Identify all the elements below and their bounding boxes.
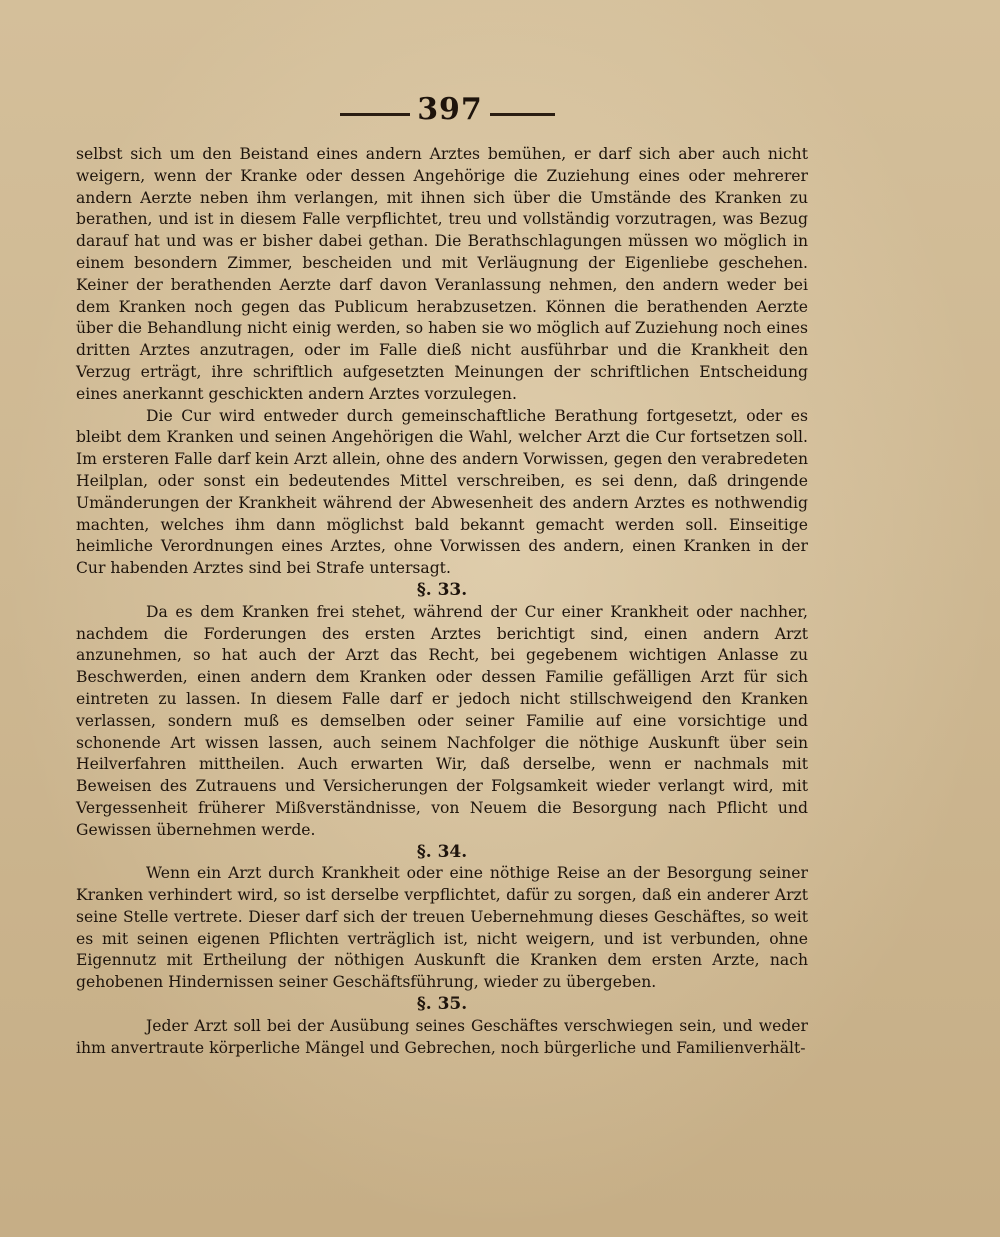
paragraph-section-33: Da es dem Kranken frei stehet, während der Cur einer Krankheit oder nachher, nachdem die Forderungen des ersten Arztes berichtigt sind, einen andern Arzt anzunehmen, so hat auch der Arzt das Recht, bei gegebenem wichtigen Anlasse zu Beschwerden, einen andern dem Kranken oder dessen Familie gefälligen Arzt für sich eintreten zu lassen. In diesem Falle darf er jedoch nicht stillschweigend den Kranken verlassen, sondern muß es demselben oder seiner Familie auf eine vorsichtige und schonende Art wissen lassen, auch seinem Nachfolger die nöthige Auskunft über sein Heilverfahren mittheilen. Auch erwarten Wir, daß derselbe, wenn er nachmals mit Beweisen des Zutrauens und Versicherungen der Folgsamkeit wieder verlangt wird, mit Vergessenheit früherer Mißverständnisse, von Neuem die Besorgung nach Pflicht und Gewissen übernehmen werde. [76, 602, 808, 839]
paragraph-section-34: Wenn ein Arzt durch Krankheit oder eine nöthige Reise an der Besorgung seiner Kranken verhindert wird, so ist derselbe verpflichtet, dafür zu sorgen, daß ein anderer Arzt seine Stelle vertrete. Dieser darf sich der treuen Uebernehmung dieses Geschäftes, so weit es mit seinen eigenen Pflichten verträglich ist, nicht weigern, und ist verbunden, ohne Eigennutz mit Ertheilung der nöthigen Auskunft die Kranken dem ersten Arzte, nach gehobenen Hindernissen seiner Geschäftsführung, wieder zu übergeben. [76, 864, 808, 992]
section-heading-33: §. 33. [416, 579, 468, 600]
page-number: 397 [417, 92, 483, 127]
section-heading-35: §. 35. [416, 994, 468, 1015]
paragraph-continuation: selbst sich um den Beistand eines andern Arztes bemühen, er darf sich aber auch nicht weigern, wenn der Kranke oder dessen Angehörige die Zuziehung eines oder mehrerer andern Aerzte neben ihm verlangen, mit ihnen sich über die Umstände des Kranken zu berathen, und ist in diesem Falle verpflichtet, treu und vollständig vorzutragen, was Bezug darauf hat und was er bisher dabei gethan. Die Berathschlagungen müssen wo möglich in einem besondern Zimmer, bescheiden und mit Verläugnung der Eigenliebe geschehen. Keiner der berathenden Aerzte darf davon Veranlassung nehmen, den andern weder bei dem Kranken noch gegen das Publicum herabzusetzen. Können die berathenden Aerzte über die Behandlung nicht einig werden, so haben sie wo möglich auf Zuziehung noch eines dritten Arztes anzutragen, oder im Falle dieß nicht ausführbar und die Krankheit den Verzug erträgt, ihre schriftlich aufgesetzten Meinungen der schriftlichen Entscheidung eines anerkannt geschickten andern Arztes vorzulegen. [76, 145, 808, 403]
page-header [0, 92, 1000, 132]
paragraph-cur: Die Cur wird entweder durch gemeinschaftliche Berathung fortgesetzt, oder es bleibt dem Kranken und seinen Angehörigen die Wahl, welcher Arzt die Cur fortsetzen soll. Im ersteren Falle darf kein Arzt allein, ohne des andern Vorwissen, gegen den verabredeten Heilplan, oder sonst ein bedeutendes Mittel verschreiben, es sei denn, daß dringende Umänderungen der Krankheit während der Abwesenheit des andern Arztes es nothwendig machten, welches ihm dann möglichst bald bekannt gemacht werden soll. Einseitige heimliche Verordnungen eines Arztes, ohne Vorwissen des andern, einen Kranken in der Cur habenden Arztes sind bei Strafe untersagt. [76, 406, 808, 578]
section-heading-34: §. 34. [416, 841, 468, 862]
page-body [76, 144, 808, 1059]
paragraph-section-35: Jeder Arzt soll bei der Ausübung seines Geschäftes verschwiegen sein, und weder ihm anvertraute körperliche Mängel und Gebrechen, noch bürgerliche und Familienverhält- [76, 1016, 808, 1057]
header-rule-right [490, 113, 555, 116]
header-rule-left [340, 113, 410, 116]
